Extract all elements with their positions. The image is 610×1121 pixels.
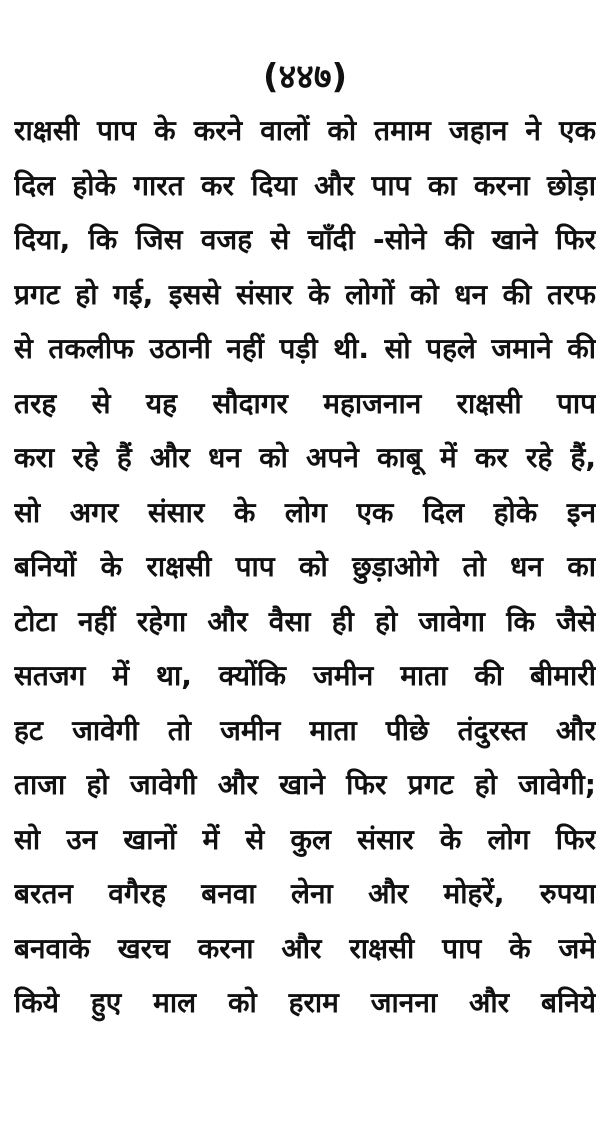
text-line: सतजग में था, क्योंकि जमीन माता की बीमारी: [14, 659, 596, 692]
body-text: [14, 104, 596, 1031]
text-line: हट जावेगी तो जमीन माता पीछे तंदुरस्त और: [14, 713, 596, 747]
text-line: बनियों के राक्षसी पाप को छुड़ाओगे तो धन का: [14, 550, 596, 583]
text-line: बरतन वगैरह बनवा लेना और मोहरें, रुपया: [14, 877, 596, 910]
text-line: तरह से यह सौदागर महाजनान राक्षसी पाप: [14, 386, 596, 420]
page-number: (४४७): [262, 57, 348, 97]
text-line: दिया, कि जिस वजह से चाँदी -सोने की खाने फिर: [14, 223, 596, 256]
text-line: बनवाके खरच करना और राक्षसी पाप के जमे: [14, 931, 596, 965]
text-line: दिल होके गारत कर दिया और पाप का करना छोड़ा: [14, 168, 596, 202]
text-line: ताजा हो जावेगी और खाने फिर प्रगट हो जावेगी;: [14, 768, 596, 801]
text-line: राक्षसी पाप के करने वालों को तमाम जहान ने एक: [14, 114, 596, 147]
text-line: सो अगर संसार के लोग एक दिल होके इन: [14, 495, 596, 529]
text-line: करा रहे हैं और धन को अपने काबू में कर रहे हैं,: [14, 441, 596, 474]
text-line: प्रगट हो गई, इससे संसार के लोगों को धन की तरफ: [14, 277, 596, 311]
text-line: से तकलीफ उठानी नहीं पड़ी थी. सो पहले जमाने की: [14, 332, 596, 365]
text-line: किये हुए माल को हराम जानना और बनिये: [14, 986, 596, 1019]
text-line: टोटा नहीं रहेगा और वैसा ही हो जावेगा कि जैसे: [14, 604, 596, 638]
text-line: सो उन खानों में से कुल संसार के लोग फिर: [14, 822, 596, 856]
